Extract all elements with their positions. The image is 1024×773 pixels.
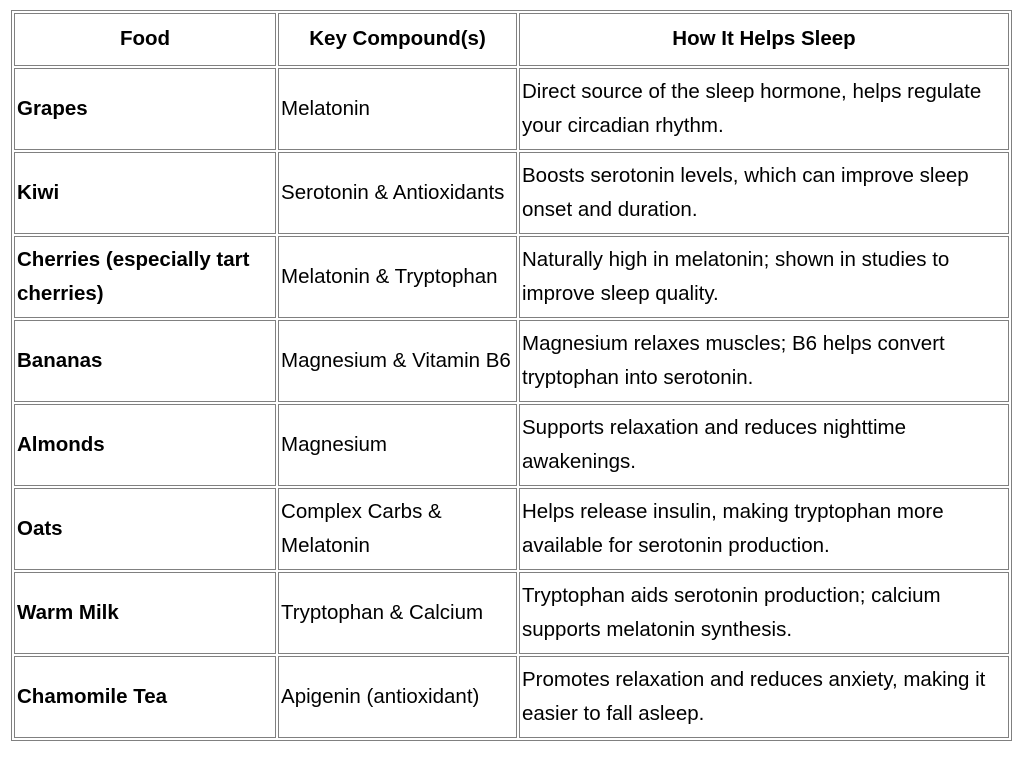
benefit-cell: Direct source of the sleep hormone, helps regulate your circadian rhythm.: [519, 68, 1009, 150]
table-row: [14, 404, 1009, 486]
benefit-cell: Naturally high in melatonin; shown in studies to improve sleep quality.: [519, 236, 1009, 318]
food-cell: Grapes: [14, 68, 276, 150]
compound-cell: Melatonin: [278, 68, 517, 150]
compound-cell: Complex Carbs & Melatonin: [278, 488, 517, 570]
benefit-cell: Promotes relaxation and reduces anxiety, making it easier to fall asleep.: [519, 656, 1009, 738]
food-cell: Warm Milk: [14, 572, 276, 654]
food-cell: Almonds: [14, 404, 276, 486]
table-row: [14, 572, 1009, 654]
compound-cell: Melatonin & Tryptophan: [278, 236, 517, 318]
header-key-compounds: Key Compound(s): [278, 13, 517, 66]
benefit-cell: Tryptophan aids serotonin production; calcium supports melatonin synthesis.: [519, 572, 1009, 654]
sleep-foods-table: [11, 10, 1012, 741]
header-row: [14, 13, 1009, 66]
header-how-it-helps: How It Helps Sleep: [519, 13, 1009, 66]
food-cell: Cherries (especially tart cherries): [14, 236, 276, 318]
table-row: [14, 68, 1009, 150]
table-row: [14, 656, 1009, 738]
header-food: Food: [14, 13, 276, 66]
benefit-cell: Helps release insulin, making tryptophan more available for serotonin production.: [519, 488, 1009, 570]
benefit-cell: Boosts serotonin levels, which can improve sleep onset and duration.: [519, 152, 1009, 234]
food-cell: Bananas: [14, 320, 276, 402]
benefit-cell: Magnesium relaxes muscles; B6 helps convert tryptophan into serotonin.: [519, 320, 1009, 402]
food-cell: Kiwi: [14, 152, 276, 234]
compound-cell: Serotonin & Antioxidants: [278, 152, 517, 234]
table-row: [14, 152, 1009, 234]
compound-cell: Magnesium & Vitamin B6: [278, 320, 517, 402]
table-row: [14, 236, 1009, 318]
food-cell: Chamomile Tea: [14, 656, 276, 738]
compound-cell: Magnesium: [278, 404, 517, 486]
compound-cell: Tryptophan & Calcium: [278, 572, 517, 654]
food-cell: Oats: [14, 488, 276, 570]
benefit-cell: Supports relaxation and reduces nighttime awakenings.: [519, 404, 1009, 486]
compound-cell: Apigenin (antioxidant): [278, 656, 517, 738]
table-row: [14, 488, 1009, 570]
table-row: [14, 320, 1009, 402]
